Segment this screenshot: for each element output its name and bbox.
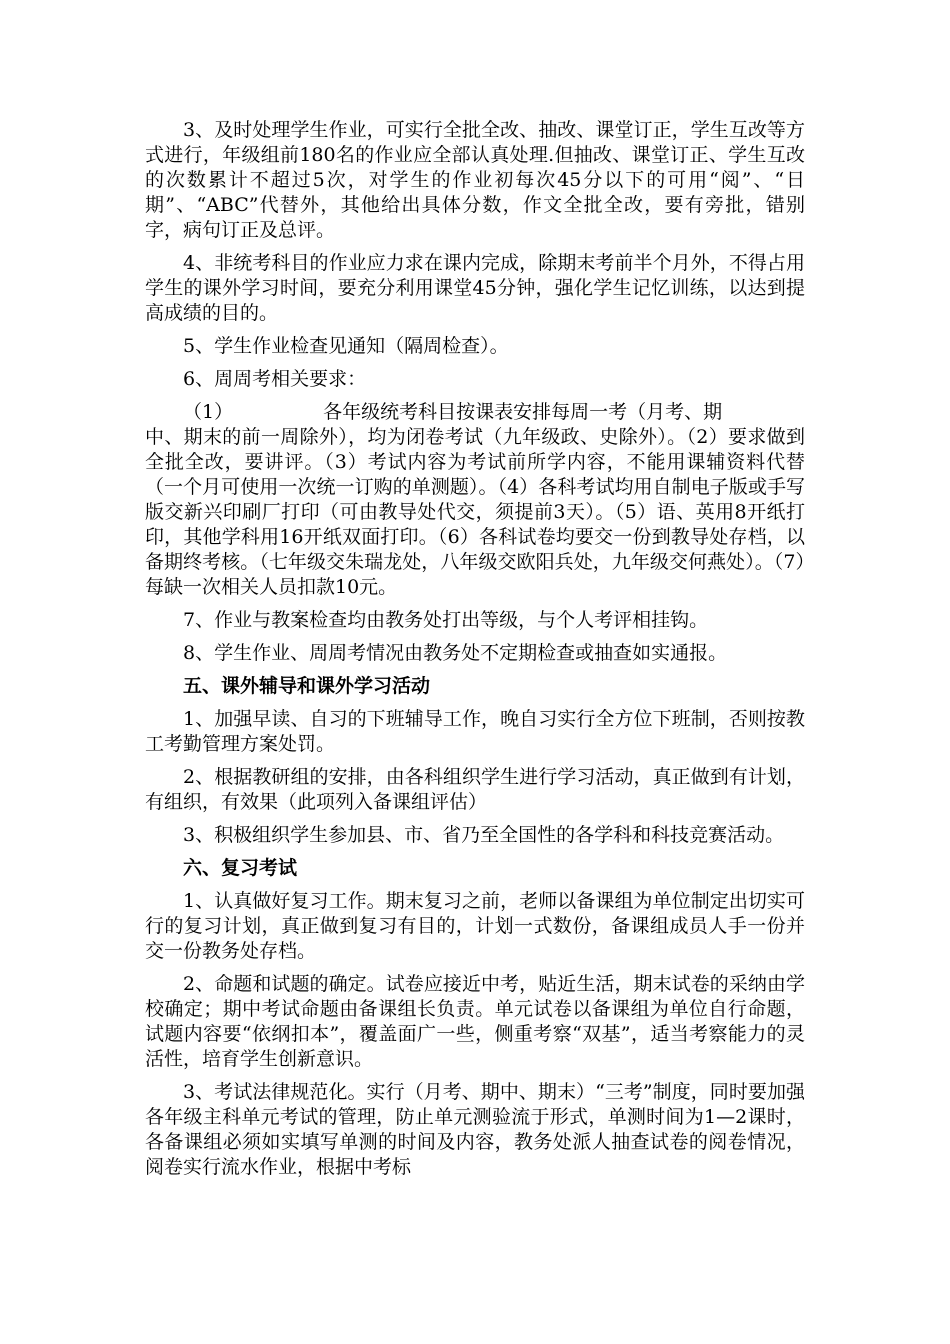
section-5-heading: 五、课外辅导和课外学习活动 — [183, 675, 431, 697]
paragraph-weekly-exam-details: 中、期末的前一周除外），均为闭卷考试（九年级政、史除外）。（2）要求做到全批全改，要讲评。（3）考试内容为考试前所学内容，不能用课辅资料代替（一个月可使用一次统一订购的单测题）。（4）各科考试均用自制电子版或手写版交新兴印刷厂打印（可由教导处代交，须提前3天）。（5）语、英用8开纸打印，其他学科用16开纸双面打印。（6）各科试卷均要交一份到教导处存档，以备期终考核。（七年级交朱瑞龙处，八年级交欧阳兵处，九年级交何燕处）。（7）每缺一次相关人员扣款10元。 — [145, 426, 805, 598]
paragraph-grading: 7、作业与教案检查均由教务处打出等级，与个人考评相挂钩。 — [183, 609, 709, 631]
document-page — [145, 118, 805, 1180]
paragraph-inspection: 8、学生作业、周周考情况由教务处不定期检查或抽查如实通报。 — [183, 642, 728, 664]
section-5-paragraph-1: 1、加强早读、自习的下班辅导工作，晚自习实行全方位下班制，否则按教工考勤管理方案处罚。 — [145, 708, 805, 755]
section-5-paragraph-2: 2、根据教研组的安排，由各科组织学生进行学习活动，真正做到有计划，有组织，有效果（此项列入备课组评估） — [145, 766, 805, 813]
paragraph-non-exam-subjects: 4、非统考科目的作业应力求在课内完成，除期末考前半个月外，不得占用学生的课外学习时间，要充分利用课堂45分钟，强化学生记忆训练，以达到提高成绩的目的。 — [145, 252, 805, 324]
section-5-paragraph-3: 3、积极组织学生参加县、市、省乃至全国性的各学科和科技竞赛活动。 — [183, 824, 785, 846]
item-text: 各年级统考科目按课表安排每周一考（月考、期 — [323, 401, 723, 423]
item-number: （1） — [183, 401, 234, 423]
paragraph-weekly-exam-heading: 6、周周考相关要求： — [183, 368, 367, 390]
paragraph-homework-check: 5、学生作业检查见通知（隔周检查）。 — [183, 335, 509, 357]
section-6-heading: 六、复习考试 — [183, 857, 298, 879]
section-6-paragraph-1: 1、认真做好复习工作。期末复习之前，老师以备课组为单位制定出切实可行的复习计划，真正做到复习有目的，计划一式数份，备课组成员人手一份并交一份教务处存档。 — [145, 890, 805, 962]
section-6-paragraph-3: 3、考试法律规范化。实行（月考、期中、期末）“三考”制度，同时要加强各年级主科单元考试的管理，防止单元测验流于形式，单测时间为1—2课时，各备课组必须如实填写单测的时间及内容，教务处派人抽查试卷的阅卷情况，阅卷实行流水作业，根据中考标 — [145, 1081, 805, 1178]
weekly-exam-item-1 — [145, 400, 805, 425]
paragraph-homework-processing: 3、及时处理学生作业，可实行全批全改、抽改、课堂订正，学生互改等方式进行，年级组前180名的作业应全部认真处理.但抽改、课堂订正、学生互改的次数累计不超过5次，对学生的作业初每次45分以下的可用“阅”、“日期”、“ABC”代替外，其他给出具体分数，作文全批全改，要有旁批，错别字，病句订正及总评。 — [145, 119, 805, 241]
section-6-paragraph-2: 2、命题和试题的确定。试卷应接近中考，贴近生活，期末试卷的采纳由学校确定；期中考试命题由备课组长负责。单元试卷以备课组为单位自行命题，试题内容要“依纲扣本”，覆盖面广一些，侧重考察“双基”，适当考察能力的灵活性，培育学生创新意识。 — [145, 973, 805, 1070]
